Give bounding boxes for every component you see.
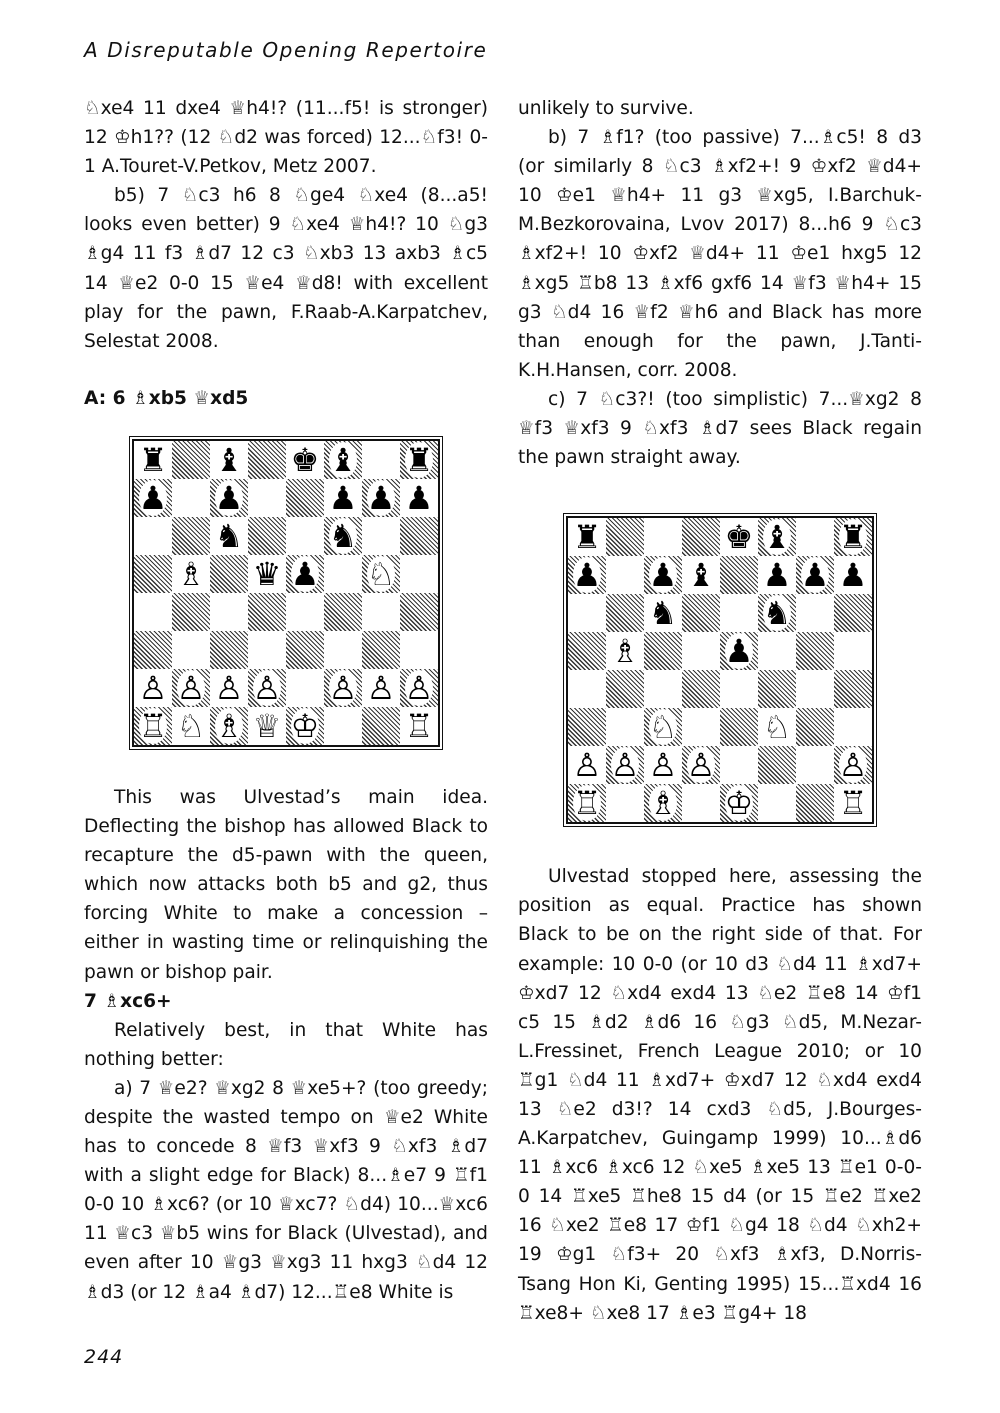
board-square — [324, 479, 362, 517]
board-square — [210, 517, 248, 555]
board-square — [286, 631, 324, 669]
board-square — [568, 670, 606, 708]
chess-piece: ♗ — [176, 554, 206, 593]
chess-piece: ♟ — [366, 478, 396, 517]
board-square — [720, 708, 758, 746]
move-heading: 7 ♗xc6+ — [84, 990, 172, 1012]
board-square — [606, 594, 644, 632]
board-square — [248, 669, 286, 707]
board-square — [796, 518, 834, 556]
board-square — [210, 707, 248, 745]
board-square — [758, 670, 796, 708]
paragraph: c) 7 ♘c3?! (too simplistic) 7...♕xg2 8 ♕f3 ♕xf3 9 ♘xf3 ♗d7 sees Black regain the pawn straight away. — [518, 388, 922, 469]
board-square — [400, 441, 438, 479]
board-square — [758, 632, 796, 670]
chess-piece: ♙ — [328, 668, 358, 707]
board-square — [568, 746, 606, 784]
page-number: 244 — [84, 1346, 124, 1368]
board-square — [758, 594, 796, 632]
chess-piece: ♗ — [214, 706, 244, 745]
chess-piece: ♟ — [138, 478, 168, 517]
board-square — [682, 594, 720, 632]
running-head: A Disreputable Opening Repertoire — [84, 38, 488, 62]
board-square — [834, 594, 872, 632]
board-square — [134, 669, 172, 707]
board-square — [286, 669, 324, 707]
board-square — [248, 593, 286, 631]
chess-piece: ♝ — [686, 556, 716, 595]
chess-piece: ♙ — [610, 746, 640, 785]
chess-piece: ♟ — [838, 556, 868, 595]
board-square — [796, 670, 834, 708]
board-square — [248, 517, 286, 555]
chess-piece: ♛ — [252, 554, 282, 593]
board-square — [362, 517, 400, 555]
board-square — [644, 556, 682, 594]
chess-piece: ♔ — [724, 784, 754, 823]
board-square — [720, 594, 758, 632]
board-square — [644, 708, 682, 746]
board-square — [796, 746, 834, 784]
board-square — [834, 632, 872, 670]
board-square — [400, 707, 438, 745]
board-square — [248, 707, 286, 745]
board-square — [400, 669, 438, 707]
chess-piece: ♟ — [762, 556, 792, 595]
paragraph: Relatively best, in that White has nothing better: — [84, 1019, 488, 1070]
chess-piece: ♙ — [686, 746, 716, 785]
board-square — [210, 441, 248, 479]
chess-piece: ♙ — [572, 746, 602, 785]
chess-piece: ♜ — [138, 440, 168, 479]
chess-piece: ♗ — [610, 632, 640, 671]
board-square — [682, 518, 720, 556]
board-square — [606, 556, 644, 594]
board-square — [796, 594, 834, 632]
board-square — [796, 708, 834, 746]
paragraph: b5) 7 ♘c3 h6 8 ♘ge4 ♘xe4 (8...a5! looks even better) 9 ♘xe4 ♕h4!? 10 ♘g3 ♗g4 11 f3 ♗d7 12 c3 ♘xb3 13 axb3 ♗c5 14 ♕e2 0-0 15 ♕e4 ♕d8! with excellent play for the pawn, F.Raab-A.Karpatchev, Selestat 2008. — [84, 185, 488, 352]
chess-piece: ♙ — [176, 668, 206, 707]
chess-piece: ♖ — [404, 706, 434, 745]
paragraph: b) 7 ♗f1? (too passive) 7...♗c5! 8 d3 (or similarly 8 ♘c3 ♗xf2+! 9 ♔xf2 ♕d4+ 10 ♔e1 ♕h4+ 11 g3 ♕xg5, I.Barchuk-M.Bezkorovaina, Lvov 2017) 8...h6 9 ♘c3 ♗xf2+! 10 ♔xf2 ♕d4+ 11 ♔e1 hxg5 12 ♗xg5 ♖b8 13 ♗xf6 gxf6 14 ♕f3 ♕h4+ 15 g3 ♘d4 16 ♕f2 ♕h6 and Black has more than enough for the pawn, J.Tanti-K.H.Hansen, corr. 2008. — [518, 127, 922, 381]
board-square — [134, 707, 172, 745]
chess-piece: ♘ — [762, 708, 792, 747]
board-square — [720, 670, 758, 708]
chess-piece: ♙ — [366, 668, 396, 707]
board-square — [568, 518, 606, 556]
board-square — [324, 593, 362, 631]
board-square — [362, 631, 400, 669]
board-square — [400, 593, 438, 631]
chess-piece: ♘ — [176, 706, 206, 745]
board-square — [682, 632, 720, 670]
chess-piece: ♙ — [214, 668, 244, 707]
board-square — [720, 632, 758, 670]
chess-piece: ♙ — [252, 668, 282, 707]
board-square — [172, 441, 210, 479]
board-square — [644, 746, 682, 784]
chess-piece: ♖ — [838, 784, 868, 823]
board-square — [286, 441, 324, 479]
board-square — [134, 479, 172, 517]
board-square — [134, 441, 172, 479]
board-square — [682, 708, 720, 746]
paragraph: This was Ulvestad’s main idea. Deflecting the bishop has allowed Black to recapture the d5-pawn with the queen, which now attacks both b5 and g2, thus forcing White to make a concession – either in wasting time or relinquishing the pawn or bishop pair. — [84, 786, 488, 983]
board-square — [134, 555, 172, 593]
chess-piece: ♟ — [290, 554, 320, 593]
chess-piece: ♝ — [762, 518, 792, 557]
board-square — [172, 479, 210, 517]
board-square — [834, 746, 872, 784]
paragraph: Ulvestad stopped here, assessing the position as equal. Practice has shown Black to be on the right side of that. For example: 10 0-0 (or 10 d3 ♘d4 11 ♗xd7+ ♔xd7 12 ♘xd4 exd4 13 ♘e2 ♖e8 14 ♔f1 c5 15 ♗d2 ♗d6 16 ♘g3 ♘d5, M.Nezar-L.Fressinet, French League 2010; or 10 ♖g1 ♘d4 11 ♗xd7+ ♔xd7 12 ♘xd4 exd4 13 ♘e2 d3!? 14 cxd3 ♘d5, J.Bourges-A.Karpatchev, Guingamp 1999) 10...♗d6 11 ♗xc6 ♗xc6 12 ♘xe5 ♗xe5 13 ♖e1 0-0-0 14 ♖xe5 ♖he8 15 d4 (or 15 ♖e2 ♖xe2 16 ♘xe2 ♖e8 17 ♔f1 ♘g4 18 ♘d4 ♘xh2+ 19 ♔g1 ♘f3+ 20 ♘xf3 ♗xf3, D.Norris-Tsang Hon Ki, Genting 1995) 15...♖xd4 16 ♖xe8+ ♘xe8 17 ♗e3 ♖g4+ 18 — [518, 866, 922, 1324]
chess-piece: ♙ — [138, 668, 168, 707]
board-square — [834, 670, 872, 708]
board-square — [248, 479, 286, 517]
board-square — [210, 593, 248, 631]
board-square — [606, 518, 644, 556]
board-square — [720, 556, 758, 594]
board-square — [834, 708, 872, 746]
chess-piece: ♞ — [762, 594, 792, 633]
board-square — [286, 593, 324, 631]
board-square — [400, 631, 438, 669]
board-square — [400, 555, 438, 593]
board-square — [210, 669, 248, 707]
chess-piece: ♟ — [328, 478, 358, 517]
board-square — [286, 707, 324, 745]
board-square — [324, 707, 362, 745]
paragraph: ♘xe4 11 dxe4 ♕h4!? (11...f5! is stronger) 12 ♔h1?? (12 ♘d2 was forced) 12...♘f3! 0-1 A.Touret-V.Petkov, Metz 2007. — [84, 98, 488, 178]
board-square — [400, 479, 438, 517]
board-square — [796, 632, 834, 670]
board-square — [324, 517, 362, 555]
board-square — [286, 479, 324, 517]
board-square — [134, 517, 172, 555]
chess-piece: ♚ — [290, 440, 320, 479]
chess-piece: ♜ — [404, 440, 434, 479]
board-square — [134, 593, 172, 631]
board-square — [172, 669, 210, 707]
board-square — [682, 746, 720, 784]
chess-piece: ♟ — [572, 556, 602, 595]
chess-piece: ♖ — [572, 784, 602, 823]
chess-piece: ♝ — [328, 440, 358, 479]
board-square — [644, 518, 682, 556]
chess-piece: ♜ — [838, 518, 868, 557]
board-square — [644, 784, 682, 822]
board-square — [248, 441, 286, 479]
board-square — [172, 555, 210, 593]
board-square — [172, 707, 210, 745]
board-square — [248, 555, 286, 593]
board-square — [210, 479, 248, 517]
chess-piece: ♙ — [648, 746, 678, 785]
board-square — [720, 518, 758, 556]
board-square — [248, 631, 286, 669]
board-square — [362, 441, 400, 479]
board-square — [286, 555, 324, 593]
chess-piece: ♖ — [138, 706, 168, 745]
board-square — [796, 784, 834, 822]
left-column — [84, 94, 488, 1307]
paragraph: unlikely to survive. — [518, 98, 694, 119]
chess-piece: ♟ — [724, 632, 754, 671]
board-square — [834, 556, 872, 594]
board-square — [682, 670, 720, 708]
chess-piece: ♞ — [648, 594, 678, 633]
chess-piece: ♔ — [290, 706, 320, 745]
paragraph: a) 7 ♕e2? ♕xg2 8 ♕xe5+? (too greedy; despite the wasted tempo on ♕e2 White has to concede 8 ♕f3 ♕xf3 9 ♘xf3 ♗d7 with a slight edge for Black) 8...♗e7 9 ♖f1 0-0 10 ♗xc6? (or 10 ♕xc7? ♘d4) 10...♕xc6 11 ♕c3 ♕b5 wins for Black (Ulvestad), and even after 10 ♕g3 ♕xg3 11 hxg3 ♘d4 12 ♗d3 (or 12 ♗a4 ♗d7) 12...♖e8 White is — [84, 1077, 488, 1303]
board-square — [362, 479, 400, 517]
board-square — [758, 708, 796, 746]
chess-piece: ♘ — [648, 708, 678, 747]
board-square — [606, 784, 644, 822]
board-square — [720, 746, 758, 784]
right-column — [518, 94, 922, 1328]
board-square — [758, 746, 796, 784]
board-square — [682, 784, 720, 822]
board-square — [286, 517, 324, 555]
board-square — [568, 708, 606, 746]
board-square — [324, 441, 362, 479]
board-square — [324, 555, 362, 593]
board-square — [210, 555, 248, 593]
board-square — [210, 631, 248, 669]
board-square — [758, 556, 796, 594]
chess-piece: ♟ — [214, 478, 244, 517]
chess-piece: ♙ — [404, 668, 434, 707]
board-square — [606, 746, 644, 784]
chess-piece: ♟ — [404, 478, 434, 517]
board-square — [362, 593, 400, 631]
board-square — [400, 517, 438, 555]
board-square — [172, 593, 210, 631]
board-square — [758, 518, 796, 556]
chess-piece: ♘ — [366, 554, 396, 593]
board-square — [324, 631, 362, 669]
section-heading: A: 6 ♗xb5 ♕xd5 — [84, 387, 249, 409]
board-square — [362, 555, 400, 593]
chess-piece: ♜ — [572, 518, 602, 557]
board-square — [834, 784, 872, 822]
chess-diagram — [132, 439, 440, 747]
board-square — [568, 784, 606, 822]
chess-piece: ♙ — [838, 746, 868, 785]
chess-piece: ♕ — [252, 706, 282, 745]
board-square — [606, 708, 644, 746]
board-square — [362, 707, 400, 745]
board-square — [682, 556, 720, 594]
chess-piece: ♝ — [214, 440, 244, 479]
board-square — [324, 669, 362, 707]
board-square — [606, 670, 644, 708]
board-square — [568, 632, 606, 670]
board-square — [172, 631, 210, 669]
board-square — [172, 517, 210, 555]
board-square — [644, 632, 682, 670]
chess-piece: ♟ — [800, 556, 830, 595]
chess-diagram — [566, 516, 874, 824]
chess-piece: ♗ — [648, 784, 678, 823]
board-square — [720, 784, 758, 822]
board-square — [644, 594, 682, 632]
board-square — [134, 631, 172, 669]
board-square — [796, 556, 834, 594]
board-square — [834, 518, 872, 556]
board-square — [568, 556, 606, 594]
board-square — [606, 632, 644, 670]
chess-piece: ♞ — [214, 516, 244, 555]
board-square — [644, 670, 682, 708]
board-square — [568, 594, 606, 632]
chess-piece: ♚ — [724, 518, 754, 557]
board-square — [362, 669, 400, 707]
chess-piece: ♟ — [648, 556, 678, 595]
board-square — [758, 784, 796, 822]
chess-piece: ♞ — [328, 516, 358, 555]
